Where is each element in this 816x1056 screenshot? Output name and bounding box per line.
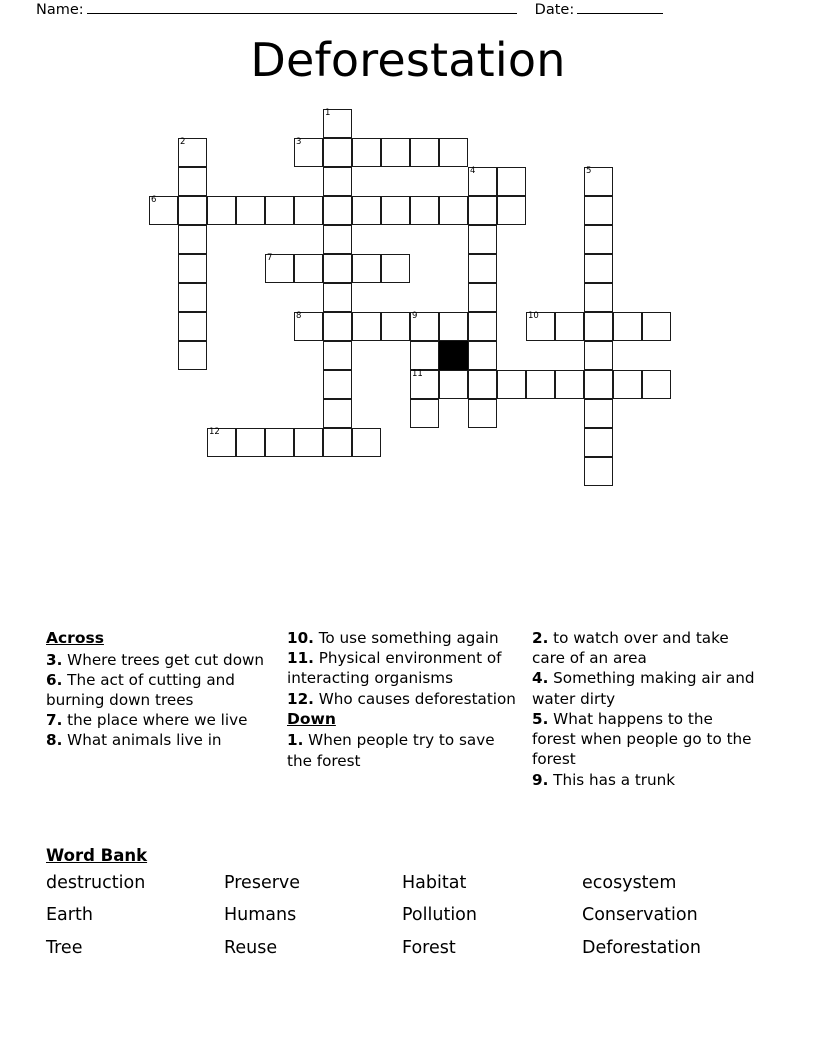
word-bank-item: ecosystem: [582, 873, 677, 893]
crossword-cell[interactable]: [584, 283, 613, 312]
crossword-cell[interactable]: [149, 196, 178, 225]
clue-text: to watch over and take care of an area: [532, 629, 729, 668]
crossword-cell[interactable]: [178, 167, 207, 196]
word-bank-heading: Word Bank: [46, 846, 148, 865]
crossword-cell[interactable]: [265, 428, 294, 457]
crossword-cell[interactable]: [294, 312, 323, 341]
crossword-cell[interactable]: [497, 167, 526, 196]
cell-number-10: 10: [528, 311, 539, 321]
crossword-cell[interactable]: [613, 312, 642, 341]
clue-text: What happens to the forest when people go to the forest: [532, 709, 752, 769]
crossword-cell[interactable]: [178, 196, 207, 225]
crossword-cell[interactable]: [323, 138, 352, 167]
crossword-cell[interactable]: [207, 196, 236, 225]
crossword-cell[interactable]: [410, 196, 439, 225]
clue-number: 4.: [532, 669, 549, 688]
crossword-cell[interactable]: [468, 196, 497, 225]
crossword-cell[interactable]: [265, 196, 294, 225]
crossword-cell[interactable]: [584, 428, 613, 457]
crossword-cell[interactable]: [526, 370, 555, 399]
crossword-cell[interactable]: [439, 138, 468, 167]
clue-text: What animals live in: [67, 731, 222, 750]
crossword-cell[interactable]: [613, 370, 642, 399]
crossword-cell[interactable]: [584, 167, 613, 196]
crossword-cell[interactable]: [323, 225, 352, 254]
clue-number: 10.: [287, 629, 314, 647]
clue-number: 2.: [532, 629, 549, 647]
word-bank-item: Earth: [46, 905, 93, 926]
word-bank-item: destruction: [46, 873, 146, 893]
clue-down-5: [532, 709, 760, 770]
crossword-cell[interactable]: [584, 341, 613, 370]
name-label: Name:: [36, 2, 84, 18]
crossword-cell[interactable]: [323, 167, 352, 196]
crossword-cell[interactable]: [294, 254, 323, 283]
crossword-cell[interactable]: [265, 254, 294, 283]
word-bank-item: Pollution: [402, 905, 477, 926]
clue-number: 6.: [46, 670, 63, 689]
crossword-cell[interactable]: [468, 283, 497, 312]
word-bank-item: Forest: [402, 937, 456, 958]
crossword-cell[interactable]: [178, 138, 207, 167]
crossword-cell[interactable]: [323, 370, 352, 399]
crossword-cell[interactable]: [323, 399, 352, 428]
across-heading: Across: [46, 629, 104, 647]
clue-across-3: [46, 650, 277, 670]
crossword-grid[interactable]: [0, 0, 816, 520]
clue-text: Something making air and water dirty: [532, 669, 755, 708]
crossword-block-cell: [439, 341, 468, 370]
clues-section: [46, 628, 770, 790]
clue-number: 9.: [532, 770, 549, 789]
crossword-cell[interactable]: [468, 399, 497, 428]
crossword-cell[interactable]: [294, 428, 323, 457]
crossword-cell[interactable]: [555, 312, 584, 341]
crossword-cell[interactable]: [323, 254, 352, 283]
crossword-cell[interactable]: [323, 109, 352, 138]
clue-across-11: [287, 648, 522, 688]
clue-text: the place where we live: [67, 711, 248, 730]
clue-text: The act of cutting and burning down trees: [46, 670, 235, 710]
clue-down-9: [532, 770, 760, 790]
crossword-cell[interactable]: [468, 167, 497, 196]
crossword-cell[interactable]: [178, 225, 207, 254]
crossword-cell[interactable]: [381, 196, 410, 225]
word-bank-item: Humans: [224, 905, 297, 926]
crossword-cell[interactable]: [642, 312, 671, 341]
cell-number-8: 8: [296, 311, 302, 321]
clues-column-3: [532, 628, 770, 790]
clue-across-12: [287, 689, 522, 709]
crossword-cell[interactable]: [323, 312, 352, 341]
crossword-cell[interactable]: [178, 312, 207, 341]
clue-text: Who causes deforestation: [318, 689, 516, 708]
crossword-cell[interactable]: [642, 370, 671, 399]
clue-down-4: [532, 668, 760, 708]
crossword-cell[interactable]: [381, 312, 410, 341]
crossword-cell[interactable]: [352, 428, 381, 457]
cell-number-12: 12: [209, 427, 220, 437]
crossword-cell[interactable]: [381, 138, 410, 167]
crossword-cell[interactable]: [584, 457, 613, 486]
crossword-cell[interactable]: [410, 138, 439, 167]
down-heading: Down: [287, 709, 336, 728]
crossword-cell[interactable]: [439, 312, 468, 341]
clues-column-1: [46, 628, 287, 751]
cell-number-2: 2: [180, 137, 186, 147]
crossword-cell[interactable]: [468, 341, 497, 370]
crossword-cell[interactable]: [178, 283, 207, 312]
crossword-cell[interactable]: [584, 225, 613, 254]
clue-number: 3.: [46, 650, 63, 669]
crossword-cell[interactable]: [323, 196, 352, 225]
crossword-cell[interactable]: [178, 254, 207, 283]
date-label: Date:: [534, 2, 575, 18]
word-bank-item: Deforestation: [582, 937, 701, 958]
page-title: Deforestation: [250, 33, 566, 87]
crossword-cell[interactable]: [352, 254, 381, 283]
crossword-cell[interactable]: [439, 370, 468, 399]
crossword-cell[interactable]: [207, 428, 236, 457]
crossword-cell[interactable]: [352, 312, 381, 341]
crossword-cell[interactable]: [497, 370, 526, 399]
crossword-cell[interactable]: [410, 312, 439, 341]
clue-number: 7.: [46, 711, 63, 730]
word-bank-list: [46, 871, 770, 961]
clue-text: To use something again: [318, 629, 499, 647]
crossword-cell[interactable]: [294, 138, 323, 167]
crossword-cell[interactable]: [352, 196, 381, 225]
clue-text: Physical environment of interacting organisms: [287, 649, 502, 688]
clue-number: 11.: [287, 649, 314, 668]
clues-column-2: [287, 628, 532, 771]
clue-number: 1.: [287, 731, 304, 750]
clue-text: This has a trunk: [553, 770, 676, 789]
word-bank-item: Habitat: [402, 873, 467, 893]
clue-number: 12.: [287, 689, 314, 708]
word-bank-item: Reuse: [224, 937, 278, 958]
cell-number-3: 3: [296, 137, 302, 147]
crossword-cell[interactable]: [468, 225, 497, 254]
crossword-cell[interactable]: [410, 341, 439, 370]
cell-number-1: 1: [325, 108, 331, 118]
crossword-cell[interactable]: [294, 196, 323, 225]
crossword-cell[interactable]: [236, 428, 265, 457]
cell-number-7: 7: [267, 253, 273, 263]
clue-number: 8.: [46, 731, 63, 750]
crossword-cell[interactable]: [497, 196, 526, 225]
crossword-cell[interactable]: [178, 341, 207, 370]
crossword-cell[interactable]: [468, 312, 497, 341]
clue-down-2: [532, 628, 760, 668]
crossword-cell[interactable]: [468, 370, 497, 399]
word-bank-item: Preserve: [224, 873, 301, 893]
cell-number-6: 6: [151, 195, 157, 205]
clue-number: 5.: [532, 709, 549, 728]
cell-number-4: 4: [470, 166, 476, 176]
clue-across-10: [287, 628, 522, 648]
crossword-cell[interactable]: [584, 196, 613, 225]
crossword-cell[interactable]: [323, 428, 352, 457]
crossword-cell[interactable]: [584, 312, 613, 341]
crossword-cell[interactable]: [584, 254, 613, 283]
crossword-cell[interactable]: [555, 370, 584, 399]
crossword-cell[interactable]: [236, 196, 265, 225]
clue-text: When people try to save the forest: [287, 731, 495, 770]
crossword-cell[interactable]: [323, 283, 352, 312]
crossword-cell[interactable]: [381, 254, 410, 283]
clue-across-6: [46, 670, 277, 710]
crossword-cell[interactable]: [410, 370, 439, 399]
clue-across-7: [46, 710, 277, 730]
clue-across-8: [46, 730, 277, 750]
crossword-cell[interactable]: [410, 399, 439, 428]
crossword-cell[interactable]: [352, 138, 381, 167]
crossword-cell[interactable]: [584, 370, 613, 399]
crossword-cell[interactable]: [526, 312, 555, 341]
crossword-cell[interactable]: [584, 399, 613, 428]
word-bank-section: [46, 846, 770, 961]
word-bank-item: Conservation: [582, 905, 698, 926]
crossword-cell[interactable]: [323, 341, 352, 370]
cell-number-5: 5: [586, 166, 592, 176]
cell-number-11: 11: [412, 369, 423, 379]
word-bank-item: Tree: [46, 937, 83, 958]
clue-text: Where trees get cut down: [67, 650, 265, 669]
cell-number-9: 9: [412, 311, 418, 321]
crossword-cell[interactable]: [468, 254, 497, 283]
clue-down-1: [287, 730, 522, 770]
crossword-cell[interactable]: [439, 196, 468, 225]
